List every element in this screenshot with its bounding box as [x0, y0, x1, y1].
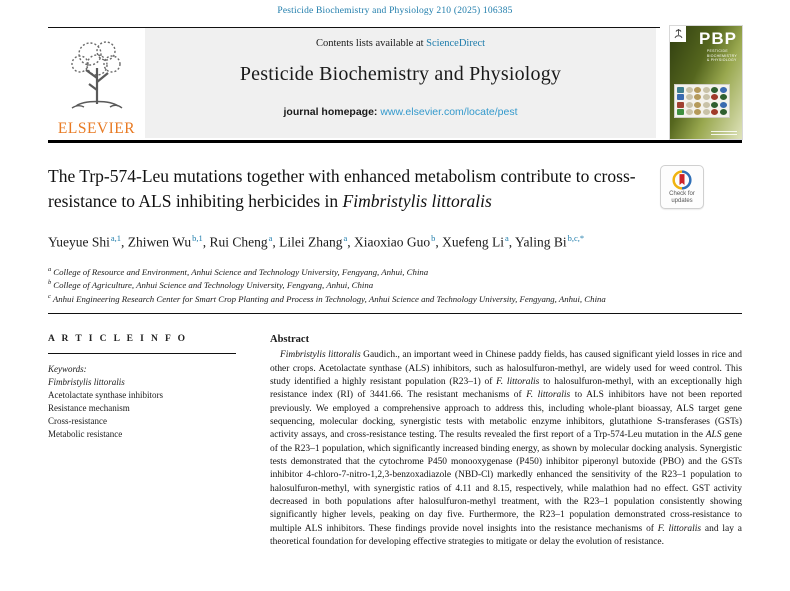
author-name: Zhiwen Wu — [127, 234, 192, 250]
elsevier-tree-icon — [64, 32, 130, 122]
author-name: Yueyue Shi — [48, 234, 110, 250]
affiliation-text: College of Agriculture, Anhui Science and Technology University, Fengyang, Anhui, China — [53, 280, 374, 291]
journal-header — [48, 27, 742, 143]
abstract-italic-segment: F. littoralis — [496, 376, 540, 387]
journal-cover-thumbnail[interactable] — [670, 26, 742, 139]
keyword-item: Resistance mechanism — [48, 403, 130, 414]
abstract-italic-segment: Fimbristylis littoralis — [280, 350, 361, 361]
affiliation-sup: a — [48, 265, 52, 273]
affiliation-line — [48, 291, 742, 305]
abstract-segment: gene of the R23–1 population, which significantly increased binding energy, as shown by molecular docking analysis. Synergistic tests demonstrated that the cytochrome P450 monooxygenase (P450) inhibitor piperonyl butoxide (PBO) and the GSTs inhibitor 4-chloro-7-nitro-1,2,3-benzoxadiazole (NBD-Cl) markedly enhanced the sensitivity of the R23–1 population to halosulfuron-methyl, with synergistic ratios of 4.11 and 8.15, respectively, while malathion had no effect. GST activity decreased in both populations after halosulfuron-methyl treatment, with the R23–1 population consistently showing significantly higher levels, peaking on day five. Furthermore, the R23–1 population demonstrated cross-resistance to multiple ALS inhibitors. These findings provide novel insights into the resistance mechanisms of — [270, 430, 742, 534]
author-affiliation-sup: b,c,* — [567, 233, 585, 243]
cover-subtitle-line: & PHYSIOLOGY — [706, 58, 737, 62]
abstract-column — [270, 334, 742, 549]
cover-subtitle-line: PESTICIDE — [706, 49, 728, 53]
article-info-column — [48, 334, 236, 549]
keyword-item: Fimbristylis littoralis — [48, 377, 125, 388]
homepage-line — [145, 106, 656, 118]
author-name: Xuefeng Li — [442, 234, 505, 250]
keyword-item: Metabolic resistance — [48, 429, 123, 440]
cover-publisher-mark — [670, 26, 686, 42]
affiliation-sup: c — [48, 293, 51, 301]
keywords-label: Keywords: — [48, 364, 87, 375]
affiliation-list — [48, 264, 742, 306]
affiliation-text: College of Resource and Environment, Anhui Science and Technology University, Fengyang, Anhui, China — [53, 266, 429, 277]
affiliation-line — [48, 277, 742, 291]
article-info-rule — [48, 353, 236, 354]
abstract-italic-segment: F. littoralis — [657, 523, 702, 534]
article-title-species: Fimbristylis littoralis — [342, 191, 492, 211]
author-name: Yaling Bi — [515, 234, 567, 250]
abstract-heading: Abstract — [270, 334, 310, 346]
author-affiliation-sup: b — [431, 233, 436, 243]
affiliation-line — [48, 264, 742, 278]
abstract-segment: to ALS inhibitors have not been reported previously. We employed a comprehensive approach to address this, including whole-plant bioassay, ALS target gene sequencing, molecular docking, synergistic tests with metabolic enzyme inhibitors, glutathione S-transferases (GSTs) activity assays, and cross-resistance testing. The results revealed the first report of a Trp-574-Leu mutation in the — [270, 390, 742, 441]
cover-microtext — [711, 129, 737, 135]
abstract-italic-segment: ALS — [705, 430, 722, 441]
cover-journal-abbr: PBP — [699, 29, 737, 48]
header-bottom-rule — [48, 140, 742, 143]
article-title — [48, 164, 662, 214]
cover-subtitle-line: BIOCHEMISTRY — [706, 53, 737, 58]
journal-banner — [145, 28, 656, 138]
journal-homepage-link[interactable]: www.elsevier.com/locate/pest — [380, 106, 518, 118]
author-affiliation-sup: b,1 — [192, 233, 203, 243]
author-name: Rui Cheng — [209, 234, 268, 250]
homepage-prefix: journal homepage: — [283, 106, 381, 118]
cover-figure-grid — [674, 84, 730, 118]
check-for-updates-icon — [672, 170, 692, 190]
keyword-item: Cross-resistance — [48, 416, 107, 427]
elsevier-logo — [48, 28, 145, 138]
affiliation-sup: b — [48, 279, 52, 287]
contents-prefix: Contents lists available at — [315, 38, 427, 49]
author-name: Lilei Zhang — [279, 234, 343, 250]
abstract-italic-segment: F. littoralis — [526, 390, 571, 401]
check-for-updates-badge[interactable] — [660, 165, 704, 209]
keyword-item: Acetolactate synthase inhibitors — [48, 390, 163, 401]
check-for-updates-label: Check for updates — [669, 191, 695, 204]
page-header-citation: Pesticide Biochemistry and Physiology 210 (2025) 106385 — [277, 6, 513, 16]
keywords-block — [48, 363, 236, 441]
author-list: Yueyue Shi$^{a,1}$, Zhiwen Wu$^{b,1}$, Rui Cheng$^a$, Lilei Zhang$^a$, Xiaoxiao Guo$^b$, Xuefeng Li$^a$, Yaling $Bi^{b,c,*}$ — [48, 233, 585, 250]
sciencedirect-link[interactable]: ScienceDirect — [426, 38, 486, 49]
journal-title: Pesticide Biochemistry and Physiology — [239, 63, 562, 85]
article-info-heading: A R T I C L E I N F O — [48, 334, 188, 345]
author-affiliation-sup: a,1 — [110, 233, 122, 243]
section-divider-rule — [48, 313, 742, 314]
abstract-segment: and lay a theoretical foundation for developing effective strategies to mitigate or delay the evolution of resistance. — [270, 523, 742, 548]
keywords-list — [48, 376, 236, 441]
author-name: Xiaoxiao Guo — [354, 234, 431, 250]
affiliation-text: Anhui Engineering Research Center for Smart Crop Planting and Process in Technology, Anhui Science and Technology University, Fengyang, Anhui, China — [52, 294, 606, 305]
author-affiliation-sup: a — [505, 233, 509, 243]
article-title-text: The Trp-574-Leu mutations together with enhanced metabolism contribute to cross-resistance to ALS inhibiting herbicides in — [48, 166, 636, 211]
header-gap — [656, 28, 670, 138]
contents-line — [145, 38, 656, 49]
abstract-text — [270, 349, 742, 549]
abstract-segment: Gaudich., an important weed in Chinese paddy fields, has caused significant yield losses in rice and other crops. Acetolactate synthase (ALS) inhibitors, such as halosulfuron-methyl, are widely used for weed control. This study identified a highly resistant population (R23–1) of — [270, 350, 742, 387]
author-affiliation-sup: a — [268, 233, 273, 243]
elsevier-wordmark: ELSEVIER — [57, 120, 136, 137]
cover-journal-subtitle — [707, 49, 737, 63]
author-affiliation-sup: a — [343, 233, 348, 243]
abstract-segment: to halosulfuron-methyl, with an exceptionally high resistance index (RI) of 3441.66. The resistant mechanisms of — [270, 376, 742, 401]
